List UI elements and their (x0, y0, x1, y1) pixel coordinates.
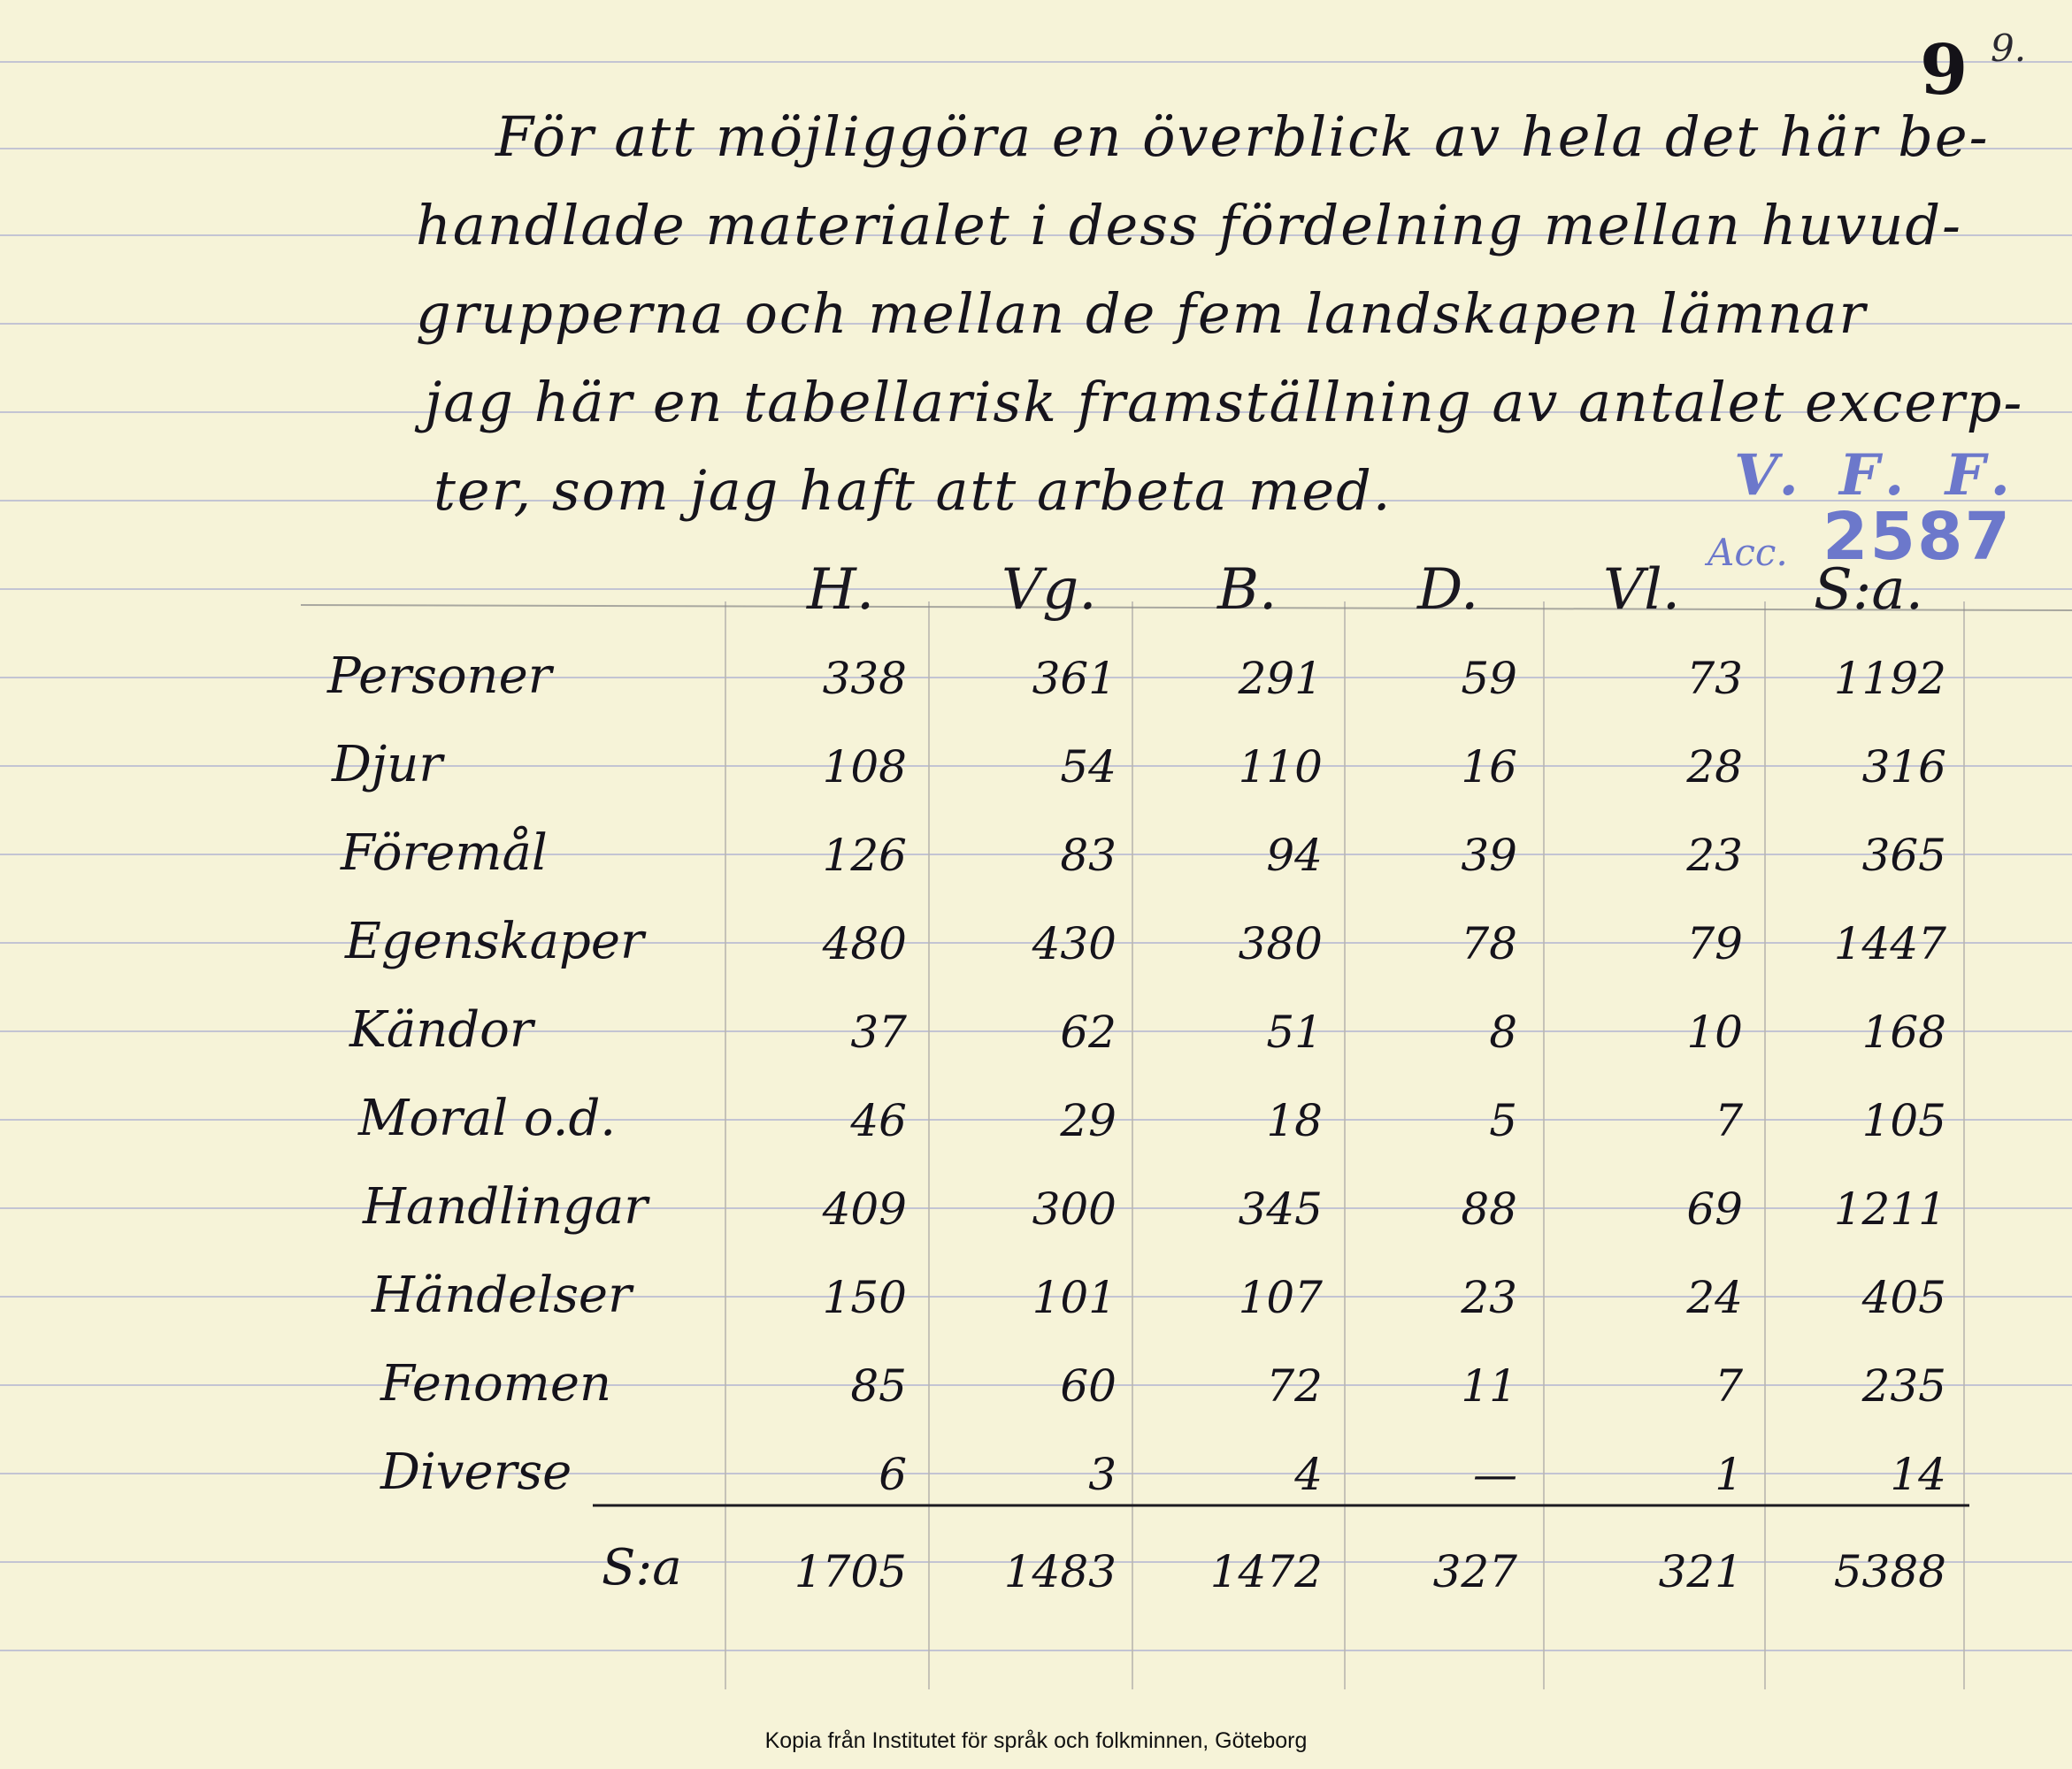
row-label: Händelser (372, 1267, 632, 1324)
stamp-accession-number: 2587 (1823, 499, 2012, 575)
table-cell: 1447 (1833, 918, 1946, 969)
paragraph-line: handlade materialet i dess fördelning mellan huvud- (416, 193, 1962, 257)
table-cell: 365 (1861, 830, 1946, 881)
page-number: 9 (1920, 30, 1968, 111)
row-label: Egenskaper (345, 913, 644, 970)
column-header: S:a. (1814, 557, 1923, 623)
table-cell: 168 (1861, 1007, 1946, 1058)
table-cell: 18 (1266, 1095, 1323, 1146)
table-cell: 405 (1861, 1272, 1946, 1323)
table-cell: 316 (1861, 741, 1946, 793)
table-cell: 24 (1686, 1272, 1743, 1323)
archive-footer: Kopia från Institutet för språk och folkminnen, Göteborg (764, 1728, 1308, 1753)
table-cell: 8 (1489, 1007, 1517, 1058)
column-header: B. (1217, 557, 1278, 623)
table-cell: 94 (1266, 830, 1323, 881)
table-cell: 291 (1238, 653, 1323, 704)
table-cell: 83 (1060, 830, 1117, 881)
table-cell: 10 (1686, 1007, 1743, 1058)
column-header: H. (807, 557, 875, 623)
table-cell: 338 (822, 653, 907, 704)
paragraph-line: ter, som jag haft att arbeta med. (434, 458, 1393, 523)
table-cell: 23 (1461, 1272, 1517, 1323)
table-cell: 7 (1715, 1095, 1743, 1146)
table-cell: 28 (1686, 741, 1743, 793)
row-label: Djur (332, 736, 443, 793)
table-cell: 37 (850, 1007, 907, 1058)
row-label: Föremål (341, 824, 548, 882)
table-cell: 108 (822, 741, 907, 793)
table-cell: 78 (1461, 918, 1517, 969)
table-cell: 380 (1238, 918, 1323, 969)
row-label: Fenomen (380, 1355, 612, 1413)
total-cell: 321 (1658, 1546, 1743, 1597)
paragraph-line: För att möjliggöra en överblick av hela det här be- (495, 104, 1990, 169)
column-header: D. (1417, 557, 1479, 623)
table-cell: 235 (1861, 1360, 1946, 1412)
stamp-acc-label: Acc. (1707, 531, 1788, 574)
table-cell: 51 (1266, 1007, 1323, 1058)
total-cell: 5388 (1833, 1546, 1946, 1597)
stamp-institution: V. F. F. (1734, 442, 2021, 509)
table-cell: 150 (822, 1272, 907, 1323)
row-label: Kändor (349, 1001, 533, 1059)
table-cell: 101 (1032, 1272, 1117, 1323)
row-label: Diverse (380, 1444, 572, 1501)
total-cell: 1483 (1003, 1546, 1117, 1597)
table-cell: 72 (1266, 1360, 1323, 1412)
table-cell: 39 (1461, 830, 1517, 881)
table-cell: 29 (1060, 1095, 1117, 1146)
table-cell: 300 (1032, 1183, 1117, 1235)
table-cell: 5 (1489, 1095, 1517, 1146)
column-header: Vl. (1603, 557, 1681, 623)
table-cell: 1192 (1833, 653, 1946, 704)
total-cell: 327 (1432, 1546, 1517, 1597)
table-cell: 69 (1686, 1183, 1743, 1235)
table-cell: 6 (879, 1449, 907, 1500)
table-cell: 60 (1060, 1360, 1117, 1412)
table-cell: 480 (822, 918, 907, 969)
table-cell: 430 (1032, 918, 1117, 969)
table-cell: 14 (1890, 1449, 1946, 1500)
table-cell: 1 (1715, 1449, 1743, 1500)
table-cell: 54 (1060, 741, 1117, 793)
table-cell: 3 (1088, 1449, 1117, 1500)
table-cell: 88 (1461, 1183, 1517, 1235)
table-cell: 105 (1861, 1095, 1946, 1146)
table-cell: 46 (850, 1095, 907, 1146)
paragraph-line: grupperna och mellan de fem landskapen lämnar (416, 281, 1868, 346)
total-cell: 1705 (794, 1546, 907, 1597)
table-cell: 85 (850, 1360, 907, 1412)
table-cell: 1211 (1833, 1183, 1946, 1235)
row-label: Handlingar (363, 1178, 648, 1236)
table-cell: 23 (1686, 830, 1743, 881)
page-number-annotation: 9. (1991, 27, 2027, 70)
table-cell: — (1473, 1449, 1517, 1500)
table-cell: 79 (1686, 918, 1743, 969)
table-cell: 73 (1686, 653, 1743, 704)
row-label: Moral o.d. (358, 1090, 617, 1147)
total-row-label: S:a (602, 1539, 682, 1597)
table-cell: 11 (1461, 1360, 1517, 1412)
table-cell: 345 (1238, 1183, 1323, 1235)
table-cell: 409 (822, 1183, 907, 1235)
table-cell: 126 (822, 830, 907, 881)
table-cell: 110 (1238, 741, 1323, 793)
table-cell: 16 (1461, 741, 1517, 793)
column-header: Vg. (1001, 557, 1097, 623)
table-cell: 4 (1294, 1449, 1323, 1500)
paragraph-line: jag här en tabellarisk framställning av antalet excerp- (425, 370, 2024, 434)
row-label: Personer (327, 647, 552, 705)
table-cell: 62 (1060, 1007, 1117, 1058)
total-cell: 1472 (1209, 1546, 1323, 1597)
table-cell: 59 (1461, 653, 1517, 704)
table-cell: 7 (1715, 1360, 1743, 1412)
table-cell: 107 (1238, 1272, 1323, 1323)
table-cell: 361 (1032, 653, 1117, 704)
